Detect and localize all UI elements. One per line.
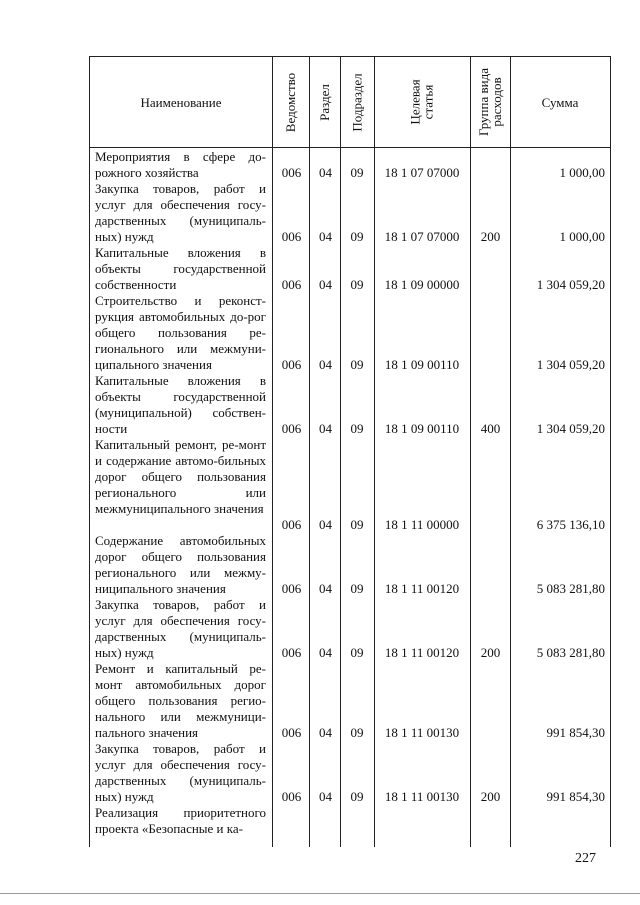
- row-name: Реализация приоритетного проекта «Безопасные и ка-: [95, 805, 266, 836]
- row-vedomstvo: 006: [281, 581, 302, 596]
- row-podrazdel: 09: [350, 277, 364, 292]
- row-celevaya: 18 1 09 00110: [384, 357, 460, 372]
- row-razdel: 04: [319, 357, 332, 372]
- row-celevaya: 18 1 11 00130: [384, 725, 460, 740]
- header-podrazdel-cell: [340, 57, 374, 147]
- header-razdel: Раздел: [317, 83, 332, 121]
- row-razdel: 04: [319, 581, 332, 596]
- bottom-rule: [0, 893, 640, 894]
- header-celevaya: [409, 79, 435, 124]
- row-podrazdel: 09: [350, 725, 364, 740]
- row-summa: 1 304 059,20: [536, 357, 605, 372]
- row-name: Капитальные вложения в объекты государственной (муниципальной) собствен-ности: [95, 373, 266, 436]
- row-celevaya: 18 1 11 00120: [384, 645, 460, 660]
- header-name: Наименование: [140, 94, 222, 110]
- table-row: [90, 805, 610, 847]
- row-name: Капитальные вложения в объекты государственной собственности: [95, 245, 266, 292]
- row-razdel: 04: [319, 645, 332, 660]
- row-summa: 6 375 136,10: [536, 517, 605, 532]
- row-name: Закупка товаров, работ и услуг для обеспечения госу-дарственных (муниципаль-ных) нужд: [95, 597, 266, 660]
- page-number: 227: [575, 851, 596, 866]
- row-vedomstvo: 006: [281, 725, 302, 740]
- row-celevaya: 18 1 09 00110: [384, 421, 460, 436]
- header-gruppa-line2: расходов: [489, 77, 505, 127]
- row-podrazdel: 09: [350, 517, 364, 532]
- row-podrazdel: 09: [350, 165, 364, 180]
- row-celevaya: 18 1 11 00130: [384, 789, 460, 804]
- header-podrazdel: Подраздел: [349, 72, 365, 132]
- table-row: [90, 437, 610, 533]
- row-razdel: 04: [319, 725, 332, 740]
- row-razdel: 04: [319, 229, 332, 244]
- row-gruppa: 400: [480, 421, 501, 436]
- row-celevaya: 18 1 07 07000: [384, 165, 460, 180]
- table-row: [90, 741, 610, 805]
- header-vedomstvo: Ведомство: [283, 72, 298, 132]
- row-summa: 5 083 281,80: [536, 581, 605, 596]
- row-podrazdel: 09: [350, 229, 364, 244]
- header-summa-cell: [510, 57, 610, 147]
- row-vedomstvo: 006: [281, 645, 302, 660]
- row-summa: 1 304 059,20: [536, 277, 605, 292]
- row-vedomstvo: 006: [281, 229, 302, 244]
- budget-table: [89, 56, 611, 847]
- row-name: Ремонт и капитальный ре-монт автомобильных дорог общего пользования регио-нального или межмуници-пального значения: [95, 661, 266, 740]
- row-vedomstvo: 006: [281, 789, 302, 804]
- row-summa: 5 083 281,80: [536, 645, 605, 660]
- row-gruppa: 200: [480, 645, 501, 660]
- row-celevaya: 18 1 09 00000: [384, 277, 460, 292]
- header-celevaya-line1: Целевая: [407, 79, 423, 125]
- row-name: Закупка товаров, работ и услуг для обеспечения госу-дарственных (муниципаль-ных) нужд: [95, 741, 266, 804]
- row-razdel: 04: [319, 277, 332, 292]
- row-summa: 991 854,30: [546, 725, 605, 740]
- row-razdel: 04: [319, 421, 332, 436]
- row-podrazdel: 09: [350, 645, 364, 660]
- row-razdel: 04: [319, 517, 332, 532]
- row-vedomstvo: 006: [281, 277, 302, 292]
- row-podrazdel: 09: [350, 421, 364, 436]
- row-vedomstvo: 006: [281, 517, 302, 532]
- row-razdel: 04: [319, 165, 332, 180]
- header-celevaya-cell: [374, 57, 470, 147]
- row-podrazdel: 09: [350, 581, 364, 596]
- header-celevaya-line2: статья: [420, 84, 436, 120]
- row-gruppa: 200: [480, 229, 501, 244]
- header-gruppa-line1: Группа вида: [476, 68, 492, 136]
- row-gruppa: 200: [480, 789, 501, 804]
- row-name: Содержание автомобильных дорог общего пользования регионального или межму-ниципального значения: [95, 533, 266, 596]
- header-vedomstvo-cell: [272, 57, 309, 147]
- row-summa: 1 000,00: [559, 165, 605, 180]
- row-name: Строительство и реконст-рукция автомобильных до-рог общего пользования ре-гионального или межмуни-ципального значения: [95, 293, 266, 372]
- table-row: [90, 533, 610, 597]
- row-summa: 991 854,30: [546, 789, 605, 804]
- row-vedomstvo: 006: [281, 165, 302, 180]
- header-gruppa: [477, 68, 503, 136]
- row-name: Мероприятия в сфере до-рожного хозяйства: [95, 149, 266, 180]
- table-row: [90, 181, 610, 245]
- header-divider: [90, 147, 610, 148]
- row-summa: 1 000,00: [559, 229, 605, 244]
- header-razdel-cell: [309, 57, 340, 147]
- row-summa: 1 304 059,20: [536, 421, 605, 436]
- row-podrazdel: 09: [350, 789, 364, 804]
- table-row: [90, 661, 610, 741]
- row-celevaya: 18 1 11 00000: [384, 517, 460, 532]
- row-razdel: 04: [319, 789, 332, 804]
- row-podrazdel: 09: [350, 357, 364, 372]
- row-name: Капитальный ремонт, ре-монт и содержание автомо-бильных дорог общего пользования регионального или межмуниципального значения: [95, 437, 266, 516]
- table-row: [90, 149, 610, 181]
- row-celevaya: 18 1 07 07000: [384, 229, 460, 244]
- row-vedomstvo: 006: [281, 357, 302, 372]
- table-row: [90, 245, 610, 293]
- row-celevaya: 18 1 11 00120: [384, 581, 460, 596]
- table-row: [90, 293, 610, 373]
- header-gruppa-cell: [470, 57, 510, 147]
- header-name-cell: [90, 57, 272, 147]
- row-vedomstvo: 006: [281, 421, 302, 436]
- row-name: Закупка товаров, работ и услуг для обеспечения госу-дарственных (муниципаль-ных) нужд: [95, 181, 266, 244]
- table-row: [90, 597, 610, 661]
- table-row: [90, 373, 610, 437]
- header-summa: Сумма: [541, 94, 579, 110]
